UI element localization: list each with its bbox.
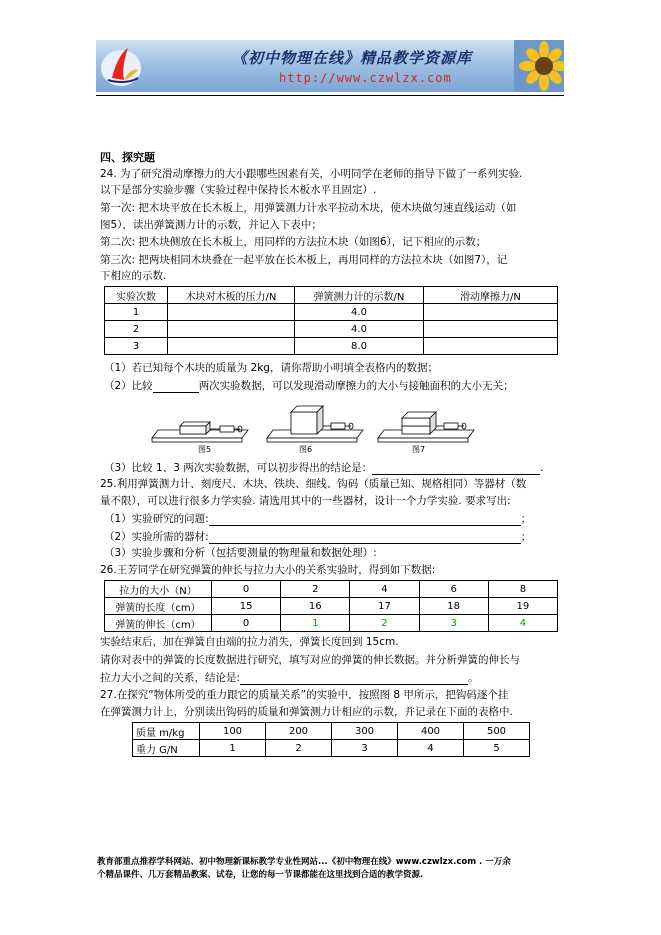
q27-line-1: 27.在探究“物体所受的重力跟它的质量关系”的实验中，按照图 8 甲所示，把钩码逐个挂 xyxy=(100,689,509,701)
table-cell: 8 xyxy=(488,581,557,598)
header-divider xyxy=(96,95,564,96)
q25-sub-2 xyxy=(104,529,531,544)
answer-blank[interactable] xyxy=(153,378,199,393)
table-cell: 4 xyxy=(488,615,557,632)
q25-sub-2-text: （2）实验所需的器材: xyxy=(104,531,209,543)
table-cell: 4 xyxy=(350,581,419,598)
q24-sub-3: （3）比较 1、3 两次实验数据，可以初步得出的结论是： . xyxy=(104,462,544,474)
table-cell: 2 xyxy=(350,615,419,632)
figure-6-label: 图6 xyxy=(299,445,313,454)
q24-line-7: 下相应的示数. xyxy=(100,270,167,282)
table-row xyxy=(105,615,558,632)
table-cell: 100 xyxy=(200,723,266,740)
table-row xyxy=(105,581,558,598)
semicolon: ； xyxy=(520,513,532,525)
table-row-label: 拉力的大小（N） xyxy=(105,581,212,598)
sunflower-icon xyxy=(514,40,564,92)
table-row xyxy=(105,338,558,355)
q24-line-3: 第一次: 把木块平放在长木板上，用弹簧测力计水平拉动木块，使木块做匀速直线运动（如 xyxy=(100,202,517,214)
table-cell: 18 xyxy=(419,598,488,615)
answer-blank[interactable] xyxy=(209,511,521,526)
q26-line-4 xyxy=(100,670,479,685)
table-cell: 2 xyxy=(105,321,168,338)
q27-line-2: 在弹簧测力计上，分别读出钩码的质量和弹簧测力计相应的示数，并记录在下面的表格中. xyxy=(100,706,513,718)
q24-line-6: 第三次: 把两块相同木块叠在一起平放在长木板上，再用同样的方法拉木块（如图7），记 xyxy=(100,254,508,266)
q24-table xyxy=(104,286,558,355)
banner-url[interactable]: http://www.czwlzx.com xyxy=(279,71,452,85)
table-header-row xyxy=(105,287,558,304)
table-cell: 1 xyxy=(200,740,266,757)
table-cell-input[interactable] xyxy=(168,338,295,355)
table-cell: 0 xyxy=(212,581,281,598)
table-cell: 5 xyxy=(464,740,530,757)
figure-5-label: 图5 xyxy=(198,445,212,454)
table-row xyxy=(133,740,530,757)
semicolon: ； xyxy=(520,531,532,543)
q24-line-4: 图5），读出弹簧测力计的示数，并记入下表中； xyxy=(100,219,322,231)
table-cell: 4.0 xyxy=(295,321,424,338)
table-row-label: 弹簧的伸长（cm） xyxy=(105,615,212,632)
table-cell: 8.0 xyxy=(295,338,424,355)
table-cell: 400 xyxy=(398,723,464,740)
table-cell: 300 xyxy=(332,723,398,740)
table-cell-input[interactable] xyxy=(168,321,295,338)
table-cell: 500 xyxy=(464,723,530,740)
table-cell: 200 xyxy=(266,723,332,740)
table-row xyxy=(133,723,530,740)
table-cell-input[interactable] xyxy=(424,338,558,355)
footer-line-2: 个精品课件、几万套精品教案、试卷，让您的每一节课都能在这里找到合适的教学资源. xyxy=(97,870,424,880)
footer-line-1: 教育部重点推荐学科网站、初中物理新课标教学专业性网站...《初中物理在线》www.czwlzx.com . 一万余 xyxy=(97,857,511,867)
table-header-cell: 滑动摩擦力/N xyxy=(424,287,558,304)
q26-line-3: 请你对表中的弹簧的长度数据进行研究，填写对应的弹簧的伸长数据。并分析弹簧的伸长与 xyxy=(100,654,520,666)
table-row-label: 质量 m/kg xyxy=(133,723,200,740)
figure-6 xyxy=(265,400,365,454)
table-cell: 2 xyxy=(281,581,350,598)
q27-table xyxy=(132,722,530,757)
table-row xyxy=(105,304,558,321)
q26-table xyxy=(104,580,558,632)
site-banner xyxy=(96,40,564,92)
table-cell: 3 xyxy=(419,615,488,632)
figure-7 xyxy=(376,400,476,454)
q24-line-1: 24. 为了研究滑动摩擦力的大小跟哪些因素有关，小明同学在老师的指导下做了一系列实验. xyxy=(100,168,523,180)
q24-line-2: 以下是部分实验步骤（实验过程中保持长木板水平且固定）. xyxy=(100,184,377,196)
table-cell: 3 xyxy=(105,338,168,355)
site-logo-icon xyxy=(98,42,144,90)
q24-sub-2-prefix: （2）比较 xyxy=(104,380,153,392)
table-cell: 17 xyxy=(350,598,419,615)
period: 。 xyxy=(468,672,479,684)
section-title: 四、探究题 xyxy=(100,151,155,164)
table-header-cell: 弹簧测力计的示数/N xyxy=(295,287,424,304)
q24-sub-2-suffix: 两次实验数据，可以发现滑动摩擦力的大小与接触面积的大小无关； xyxy=(198,380,514,392)
table-cell: 0 xyxy=(212,615,281,632)
table-cell-input[interactable] xyxy=(424,304,558,321)
table-cell: 2 xyxy=(266,740,332,757)
figure-5 xyxy=(150,404,250,454)
table-cell: 3 xyxy=(332,740,398,757)
q26-line-1: 26.王芳同学在研究弹簧的伸长与拉力大小的关系实验时，得到如下数据: xyxy=(100,564,436,576)
table-cell: 16 xyxy=(281,598,350,615)
table-row xyxy=(105,321,558,338)
q25-sub-1 xyxy=(104,511,531,526)
banner-title: 《初中物理在线》精品教学资源库 xyxy=(232,49,473,67)
table-cell: 15 xyxy=(212,598,281,615)
q26-line-2: 实验结束后，加在弹簧自由端的拉力消失，弹簧长度回到 15cm. xyxy=(100,636,399,648)
table-cell: 4.0 xyxy=(295,304,424,321)
answer-blank[interactable] xyxy=(240,670,468,685)
q26-line-4-text: 拉力大小之间的关系，结论是: xyxy=(100,672,241,684)
table-cell: 1 xyxy=(105,304,168,321)
table-cell: 1 xyxy=(281,615,350,632)
table-cell-input[interactable] xyxy=(424,321,558,338)
q25-sub-1-text: （1）实验研究的问题: xyxy=(104,513,209,525)
q25-sub-3: （3）实验步骤和分析（包括要测量的物理量和数据处理）: xyxy=(104,547,377,559)
table-row xyxy=(105,598,558,615)
q25-line-1: 25.利用弹簧测力计、刻度尺、木块、铁块、细线、钩码（质量已知、规格相同）等器材（数 xyxy=(100,478,527,490)
answer-blank[interactable] xyxy=(372,460,540,475)
q24-sub-2 xyxy=(104,378,514,393)
table-cell: 4 xyxy=(398,740,464,757)
q24-sub-1: （1）若已知每个木块的质量为 2kg，请你帮助小明填全表格内的数据； xyxy=(104,362,438,374)
table-cell-input[interactable] xyxy=(168,304,295,321)
table-header-cell: 木块对木板的压力/N xyxy=(168,287,295,304)
figure-7-label: 图7 xyxy=(412,445,426,454)
q24-sub-3-text: （3）比较 1、3 两次实验数据，可以初步得出的结论是： xyxy=(104,462,373,474)
table-cell: 6 xyxy=(419,581,488,598)
table-cell: 19 xyxy=(488,598,557,615)
table-header-cell: 实验次数 xyxy=(105,287,168,304)
answer-blank[interactable] xyxy=(209,529,521,544)
table-row-label: 弹簧的长度（cm） xyxy=(105,598,212,615)
q24-line-5: 第二次: 把木块侧放在长木板上，用同样的方法拉木块（如图6），记下相应的示数； xyxy=(100,236,487,248)
q25-line-2: 量不限），可以进行很多力学实验. 请选用其中的一些器材，设计一个力学实验. 要求写出: xyxy=(100,495,511,507)
table-row-label: 重力 G/N xyxy=(133,740,200,757)
